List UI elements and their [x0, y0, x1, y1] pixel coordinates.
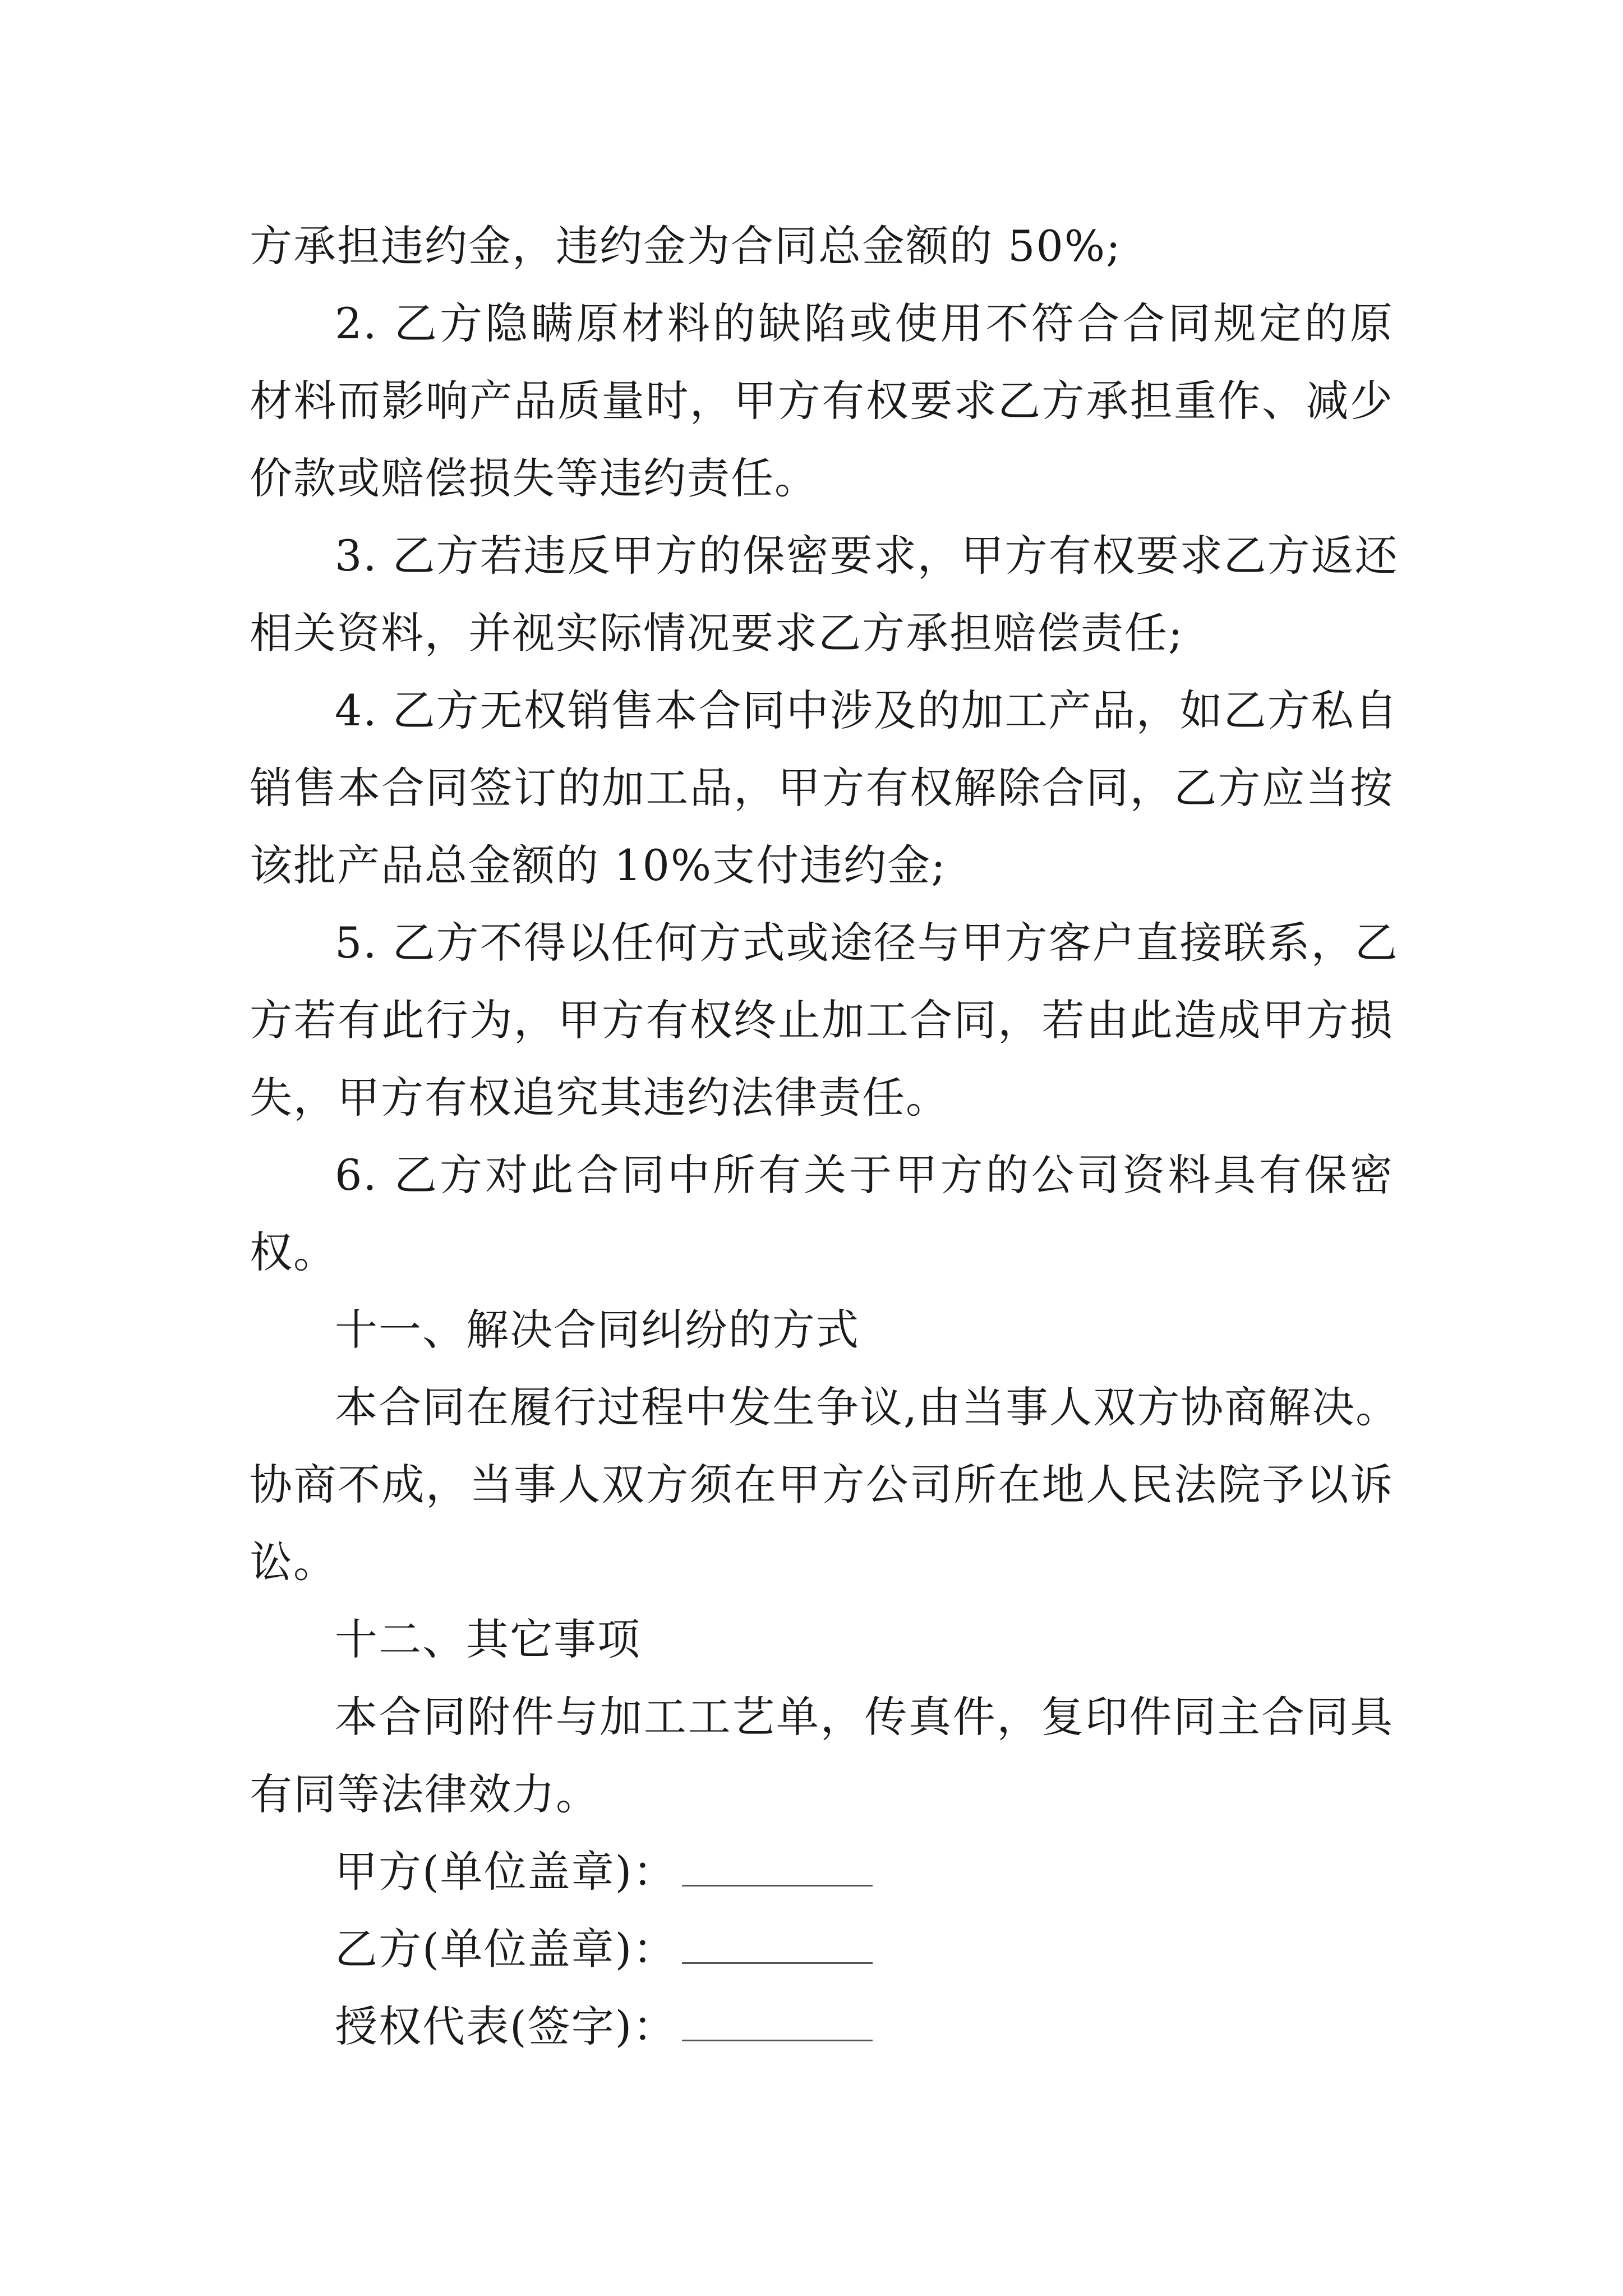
text-line: 价款或赔偿损失等违约责任。 — [250, 453, 818, 503]
text-line: 有同等法律效力。 — [250, 1769, 600, 1819]
signature-line-party-b — [250, 1911, 1394, 1988]
text-line: 本合同在履行过程中发生争议,由当事人双方协商解决。 — [335, 1382, 1400, 1432]
text-line: 该批产品总金额的 10%支付违约金; — [250, 840, 947, 890]
text-line: 6. 乙方对此合同中所有关于甲方的公司资料具有保密 — [335, 1150, 1394, 1200]
signature-blank — [682, 2006, 873, 2041]
text-line: 3. 乙方若违反甲方的保密要求，甲方有权要求乙方返还 — [335, 531, 1399, 581]
signature-line-representative — [250, 1988, 1394, 2065]
section-heading: 十二、其它事项 — [335, 1614, 641, 1664]
text-line: 本合同附件与加工工艺单，传真件，复印件同主合同具 — [335, 1692, 1394, 1742]
text-line: 2. 乙方隐瞒原材料的缺陷或使用不符合合同规定的原 — [335, 298, 1394, 348]
text-line: 权。 — [250, 1227, 337, 1277]
document-page — [250, 208, 1400, 2065]
text-line: 相关资料，并视实际情况要求乙方承担赔偿责任; — [250, 608, 1184, 658]
text-line: 销售本合同签订的加工品，甲方有权解除合同，乙方应当按 — [250, 763, 1394, 813]
signature-label: 乙方(单位盖章)： — [335, 1924, 677, 1974]
section-heading: 十一、解决合同纠纷的方式 — [335, 1305, 860, 1355]
text-line: 协商不成，当事人双方须在甲方公司所在地人民法院予以诉 — [250, 1460, 1394, 1510]
signature-blank — [682, 1851, 873, 1887]
signature-line-party-a — [250, 1833, 1394, 1911]
signature-label: 授权代表(签字)： — [335, 2001, 677, 2051]
text-line: 失，甲方有权追究其违约法律责任。 — [250, 1073, 949, 1122]
signature-blank — [682, 1929, 873, 1964]
text-line: 4. 乙方无权销售本合同中涉及的加工产品，如乙方私自 — [335, 685, 1399, 735]
text-line: 材料而影响产品质量时，甲方有权要求乙方承担重作、减少 — [250, 376, 1394, 426]
text-line: 讼。 — [250, 1537, 337, 1587]
text-line: 方若有此行为，甲方有权终止加工合同，若由此造成甲方损 — [250, 995, 1394, 1045]
text-line: 方承担违约金，违约金为合同总金额的 50%; — [250, 221, 1122, 271]
signature-label: 甲方(单位盖章)： — [335, 1847, 677, 1897]
text-line: 5. 乙方不得以任何方式或途径与甲方客户直接联系，乙 — [335, 918, 1399, 968]
